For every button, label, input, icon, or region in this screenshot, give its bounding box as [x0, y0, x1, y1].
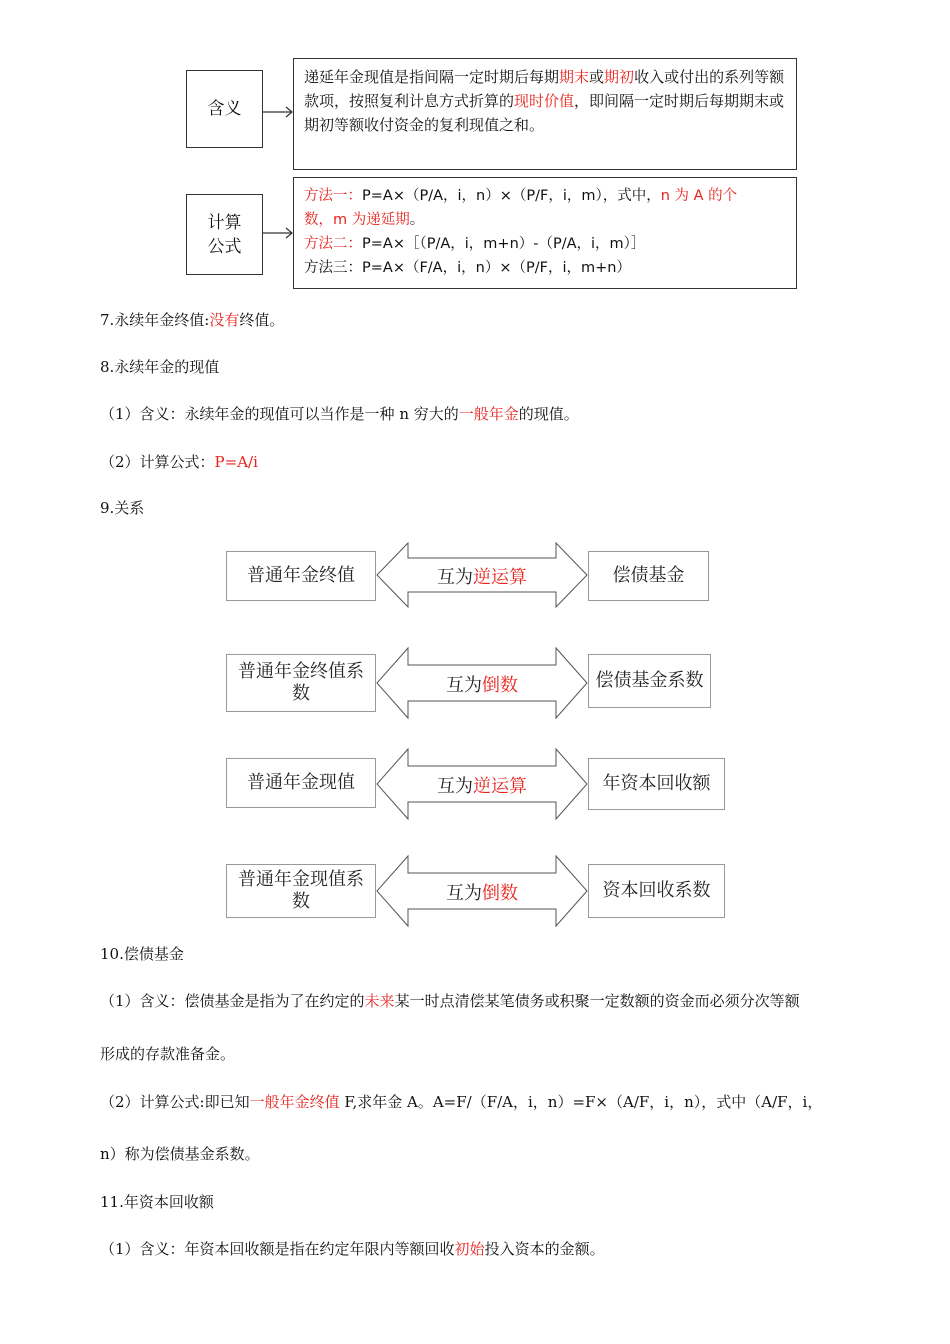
meaning-label-box [186, 70, 263, 148]
relation-right-box: 偿债基金 [588, 551, 709, 601]
relation-left-box: 普通年金现值 [226, 758, 376, 808]
section-8-formula-prefix: （2）计算公式： [100, 453, 215, 471]
method-three-formula: P=A×（F/A，i，n）×（P/F，i，m+n） [362, 260, 631, 276]
section-11-meaning-suffix: 投入资本的金额。 [484, 1240, 605, 1258]
section-8-heading: 8.永续年金的现值 [100, 358, 220, 376]
meaning-definition-box [293, 58, 797, 170]
formula-connector-arrow [263, 226, 295, 240]
section-8-formula [100, 451, 258, 472]
meaning-highlight: 期初 [604, 68, 635, 86]
meaning-text-segment: 递延年金现值是指间隔一定时期后每期 [304, 68, 560, 86]
relation-mid-prefix: 互为 [446, 883, 482, 904]
section-7-suffix: 终值。 [239, 311, 285, 329]
relation-row-4 [226, 852, 726, 932]
formula-label-line2: 公式 [207, 236, 242, 257]
section-10-formula-suffix: F,求年金 A。A=F/（F/A，i，n）=F×（A/F，i，n），式中（A/F，i， [339, 1093, 823, 1111]
relation-mid-prefix: 互为 [446, 675, 482, 696]
relation-middle-label [376, 879, 588, 905]
method-two-formula: P=A×［（P/A，i，m+n）-（P/A，i，m）］ [362, 236, 646, 252]
method-one-note-cont: 数，m 为递延期 [304, 212, 410, 228]
formula-line-1 [304, 184, 786, 208]
relation-row-2 [226, 642, 726, 722]
method-one-note-end: 。 [409, 212, 425, 228]
relation-mid-highlight: 逆运算 [473, 776, 527, 797]
relation-mid-prefix: 互为 [437, 567, 473, 588]
method-one-prefix: 方法一： [304, 188, 362, 204]
meaning-highlight: 现时价值 [514, 92, 575, 110]
relation-left-box: 普通年金终值系数 [226, 654, 376, 712]
section-8-meaning [100, 403, 579, 424]
relation-left-box: 普通年金终值 [226, 551, 376, 601]
formula-box [293, 177, 797, 289]
section-10-meaning-suffix: 某一时点清偿某笔债务或积聚一定数额的资金而必须分次等额 [394, 992, 800, 1010]
relation-mid-highlight: 逆运算 [473, 567, 527, 588]
meaning-text-segment: ，即间隔一定时期后每期期末或期初等额收付资金的复利现值之和。 [304, 92, 785, 134]
formula-label-line1: 计算 [207, 212, 242, 233]
method-two-prefix: 方法二： [304, 236, 362, 252]
section-10-formula-line2: n）称为偿债基金系数。 [100, 1145, 260, 1163]
method-three-prefix: 方法三： [304, 260, 362, 276]
meaning-label: 含义 [207, 99, 242, 119]
section-9-heading: 9.关系 [100, 499, 145, 517]
method-one-note: n 为 A 的个 [660, 188, 738, 204]
meaning-highlight: 期末 [559, 68, 590, 86]
section-11-heading: 11.年资本回收额 [100, 1193, 214, 1211]
relation-mid-highlight: 倒数 [482, 675, 518, 696]
section-7-highlight: 没有 [209, 311, 240, 329]
section-10-heading: 10.偿债基金 [100, 945, 184, 963]
section-8-formula-highlight: P=A/i [214, 453, 258, 471]
relation-right-box: 资本回收系数 [588, 864, 725, 918]
section-10-formula [100, 1091, 822, 1112]
formula-line-2 [304, 208, 786, 232]
section-11-meaning [100, 1238, 605, 1259]
section-8-meaning-highlight: 一般年金 [458, 405, 519, 423]
section-10-meaning-prefix: （1）含义：偿债基金是指为了在约定的 [100, 992, 365, 1010]
section-10-meaning [100, 990, 800, 1011]
relation-right-box: 偿债基金系数 [588, 654, 711, 708]
relation-right-box: 年资本回收额 [588, 758, 725, 810]
formula-line-4 [304, 256, 786, 280]
section-10-formula-highlight: 一般年金终值 [249, 1093, 340, 1111]
meaning-connector-arrow [263, 105, 295, 119]
section-8-meaning-suffix: 的现值。 [518, 405, 579, 423]
relation-row-1 [226, 541, 726, 621]
relation-middle-label [376, 563, 588, 589]
section-10-formula-prefix: （2）计算公式:即已知 [100, 1093, 250, 1111]
section-7-line [100, 309, 284, 330]
section-10-meaning-line2: 形成的存款准备金。 [100, 1045, 236, 1063]
relation-left-box: 普通年金现值系数 [226, 864, 376, 918]
section-7-prefix: 7.永续年金终值: [100, 311, 210, 329]
method-one-formula: P=A×（P/A，i，n）×（P/F，i，m），式中， [362, 188, 661, 204]
section-11-meaning-highlight: 初始 [454, 1240, 485, 1258]
relation-mid-highlight: 倒数 [482, 883, 518, 904]
formula-line-3 [304, 232, 786, 256]
formula-label-box [186, 194, 263, 275]
meaning-text-segment: 收入或付出的系列等额款项，按照复利计息方式折算的 [304, 68, 785, 110]
section-10-meaning-highlight: 未来 [364, 992, 395, 1010]
section-8-meaning-prefix: （1）含义：永续年金的现值可以当作是一种 n 穷大的 [100, 405, 459, 423]
relation-middle-label [376, 772, 588, 798]
relation-middle-label [376, 671, 588, 697]
meaning-text-segment: 或 [589, 68, 605, 86]
relation-mid-prefix: 互为 [437, 776, 473, 797]
relation-row-3 [226, 745, 726, 825]
section-11-meaning-prefix: （1）含义：年资本回收额是指在约定年限内等额回收 [100, 1240, 455, 1258]
